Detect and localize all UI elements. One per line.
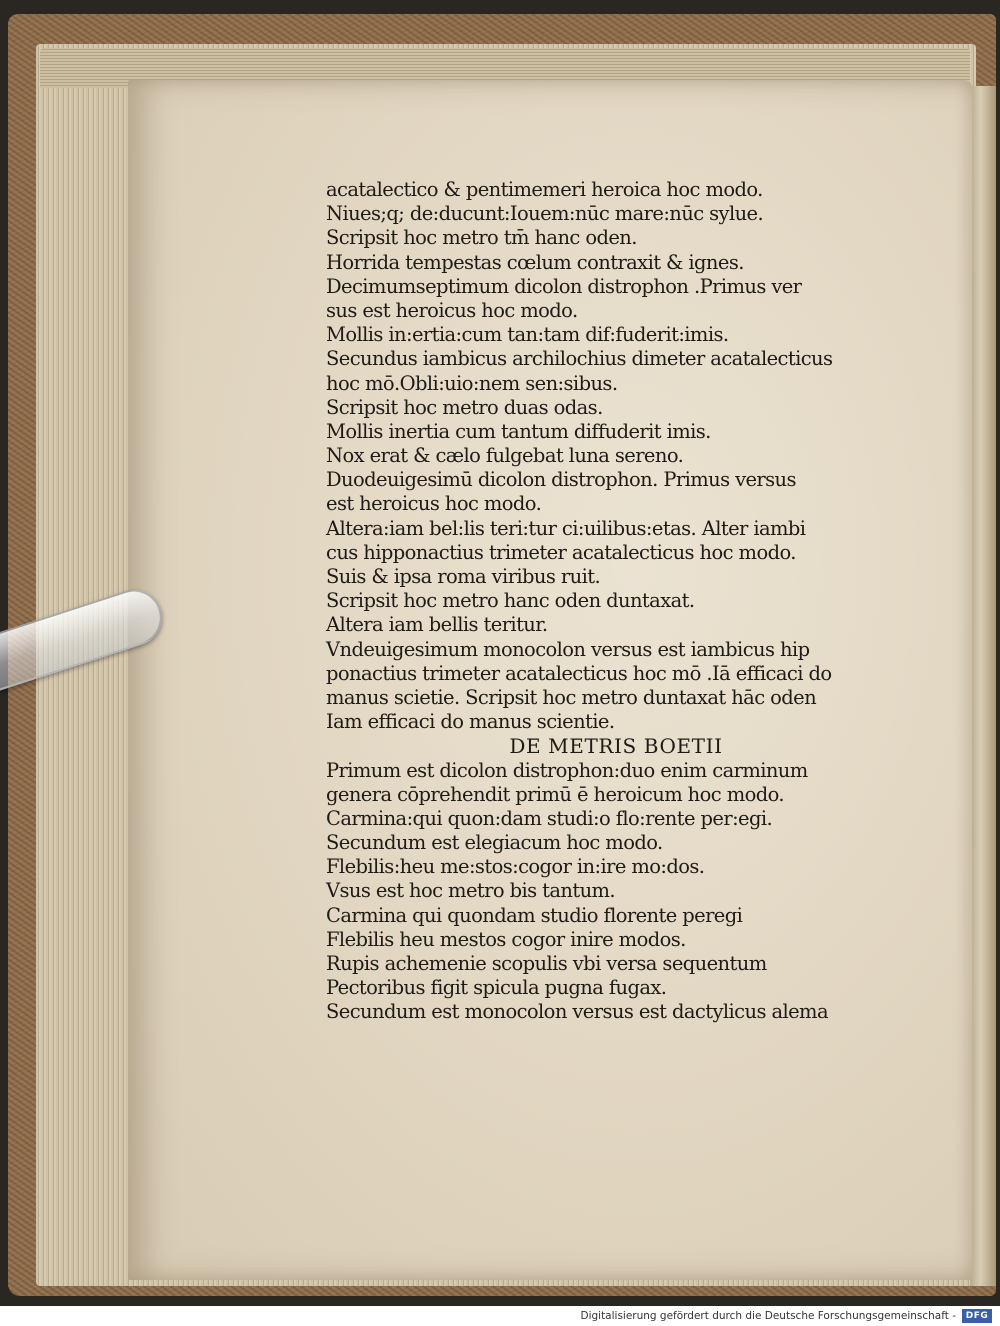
text-line: ponactius trimeter acatalecticus hoc mō .Iā efficaci do — [326, 661, 832, 685]
text-line: Decimumseptimum dicolon distrophon .Primus ver — [326, 274, 802, 298]
text-line: Iam efficaci do manus scientie. — [326, 710, 615, 734]
text-line: Scripsit hoc metro tm̄ hanc oden. — [326, 226, 637, 250]
text-line: manus scietie. Scripsit hoc metro duntaxat hāc oden — [326, 685, 817, 709]
facing-page-edge — [970, 86, 996, 1286]
text-line: Primum est dicolon distrophon:duo enim carminum — [326, 758, 808, 782]
text-line: Vsus est hoc metro bis tantum. — [326, 879, 616, 903]
text-line: acatalectico & pentimemeri heroica hoc modo. — [326, 178, 763, 201]
text-line: Flebilis heu mestos cogor inire modos. — [326, 927, 686, 951]
text-line: Mollis in:ertia:cum tan:tam dif:fuderit:imis. — [326, 323, 729, 347]
page-text — [326, 178, 876, 1025]
text-line: Suis & ipsa roma viribus ruit. — [326, 565, 601, 588]
text-line: Niues;q; de:ducunt:Iouem:nūc mare:nūc sylue. — [326, 202, 764, 226]
text-line: Secundum est elegiacum hoc modo. — [326, 831, 663, 855]
text-line: Rupis achemenie scopulis vbi versa sequentum — [326, 952, 767, 975]
text-line: Flebilis:heu me:stos:cogor in:ire mo:dos. — [326, 855, 705, 879]
text-line: Scripsit hoc metro hanc oden duntaxat. — [326, 589, 695, 613]
text-line: Nox erat & cælo fulgebat luna sereno. — [326, 444, 684, 468]
text-line: est heroicus hoc modo. — [326, 492, 542, 516]
text-line: genera cōprehendit primū ē heroicum hoc modo. — [326, 782, 785, 806]
text-line: Carmina:qui quon:dam studi:o flo:rente per:egi. — [326, 806, 773, 830]
text-line: cus hipponactius trimeter acatalecticus hoc modo. — [326, 540, 796, 564]
text-line: Carmina qui quondam studio florente peregi — [326, 903, 743, 927]
text-line: Secundus iambicus archilochius dimeter acatalecticus — [326, 347, 833, 371]
text-line: Scripsit hoc metro duas odas. — [326, 395, 603, 419]
text-line: Altera iam bellis teritur. — [326, 613, 548, 637]
text-line: Duodeuigesimū dicolon distrophon. Primus versus — [326, 468, 796, 492]
text-line: Mollis inertia cum tantum diffuderit imis. — [326, 419, 711, 443]
text-line: Pectoribus figit spicula pugna fugax. — [326, 976, 667, 1000]
section-heading: DE METRIS BOETII — [509, 734, 723, 759]
text-line: hoc mō.Obli:uio:nem sen:sibus. — [326, 371, 618, 395]
text-line: Secundum est monocolon versus est dactylicus alema — [326, 1000, 828, 1024]
text-line: Altera:iam bel:lis teri:tur ci:uilibus:etas. Alter iambi — [326, 516, 806, 540]
text-line: Vndeuigesimum monocolon versus est iambicus hip — [326, 637, 810, 661]
text-line: sus est heroicus hoc modo. — [326, 298, 578, 322]
text-line: Horrida tempestas cœlum contraxit & ignes. — [326, 250, 744, 274]
dfg-logo: DFG — [962, 1309, 992, 1323]
digitization-credit: Digitalisierung gefördert durch die Deutsche Forschungsgemeinschaft - — [580, 1310, 956, 1322]
